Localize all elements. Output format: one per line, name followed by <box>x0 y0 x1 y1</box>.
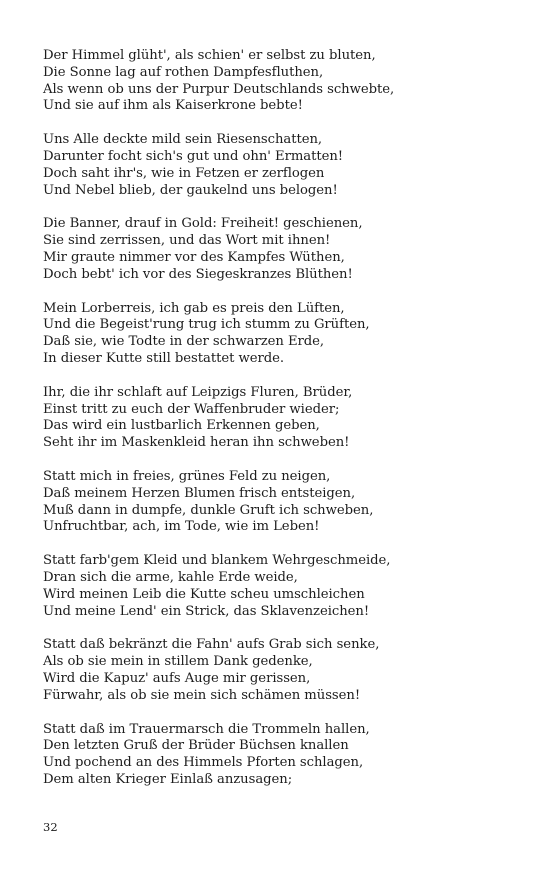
verse-line: Statt farb'gem Kleid und blankem Wehrgeschmeide, <box>43 553 391 569</box>
verse-line: Die Sonne lag auf rothen Dampfesfluthen, <box>43 64 324 80</box>
verse-line: Als ob sie mein in stillem Dank gedenke, <box>43 654 313 670</box>
verse-line: Mein Lorberreis, ich gab es preis den Lüften, <box>43 300 345 316</box>
verse-line: Der Himmel glüht', als schien' er selbst zu bluten, <box>43 48 376 63</box>
verse-line: Dem alten Krieger Einlaß anzusagen; <box>43 771 293 787</box>
stanza <box>43 48 523 115</box>
stanza <box>43 469 523 536</box>
verse-line: In dieser Kutte still bestattet werde. <box>43 350 284 366</box>
stanza <box>43 637 523 704</box>
stanza <box>43 553 523 620</box>
verse-line: Sie sind zerrissen, und das Wort mit ihnen! <box>43 233 331 249</box>
verse-line: Doch saht ihr's, wie in Fetzen er zerflogen <box>43 165 325 181</box>
poem-text <box>43 48 523 806</box>
verse-line: Und Nebel blieb, der gaukelnd uns belogen! <box>43 182 338 198</box>
stanza <box>43 301 523 368</box>
verse-line: Wird die Kapuz' aufs Auge mir gerissen, <box>43 670 311 686</box>
page-number: 32 <box>43 820 58 834</box>
verse-line: Die Banner, drauf in Gold: Freiheit! geschienen, <box>43 216 363 232</box>
verse-line: Dran sich die arme, kahle Erde weide, <box>43 569 298 585</box>
verse-line: Seht ihr im Maskenkleid heran ihn schweben! <box>43 435 350 451</box>
verse-line: Und meine Lend' ein Strick, das Sklavenzeichen! <box>43 603 370 619</box>
verse-line: Und pochend an des Himmels Pforten schlagen, <box>43 755 364 771</box>
verse-line: Darunter focht sich's gut und ohn' Ermatten! <box>43 148 344 164</box>
verse-line: Muß dann in dumpfe, dunkle Gruft ich schweben, <box>43 502 374 518</box>
verse-line: Den letzten Gruß der Brüder Büchsen knallen <box>43 738 349 754</box>
verse-line: Und sie auf ihm als Kaiserkrone bebte! <box>43 98 303 114</box>
verse-line: Wird meinen Leib die Kutte scheu umschleichen <box>43 586 365 602</box>
verse-line: Das wird ein lustbarlich Erkennen geben, <box>43 418 320 434</box>
stanza <box>43 216 523 283</box>
verse-line: Ihr, die ihr schlaft auf Leipzigs Fluren, Brüder, <box>43 384 353 400</box>
verse-line: Daß meinem Herzen Blumen frisch entsteigen, <box>43 485 356 501</box>
verse-line: Und die Begeist'rung trug ich stumm zu Grüften, <box>43 317 370 333</box>
verse-line: Statt daß im Trauermarsch die Trommeln hallen, <box>43 721 370 737</box>
stanza <box>43 132 523 199</box>
verse-line: Fürwahr, als ob sie mein sich schämen müssen! <box>43 687 361 703</box>
verse-line: Mir graute nimmer vor des Kampfes Wüthen, <box>43 249 345 265</box>
verse-line: Einst tritt zu euch der Waffenbruder wieder; <box>43 401 340 417</box>
verse-line: Statt mich in freies, grünes Feld zu neigen, <box>43 468 331 484</box>
verse-line: Unfruchtbar, ach, im Tode, wie im Leben! <box>43 519 320 535</box>
verse-line: Uns Alle deckte mild sein Riesenschatten, <box>43 132 323 148</box>
verse-line: Doch bebt' ich vor des Siegeskranzes Blüthen! <box>43 266 353 282</box>
stanza <box>43 385 523 452</box>
verse-line: Daß sie, wie Todte in der schwarzen Erde, <box>43 334 325 350</box>
verse-line: Statt daß bekränzt die Fahn' aufs Grab sich senke, <box>43 637 380 653</box>
verse-line: Als wenn ob uns der Purpur Deutschlands schwebte, <box>43 81 395 97</box>
stanza <box>43 722 523 789</box>
